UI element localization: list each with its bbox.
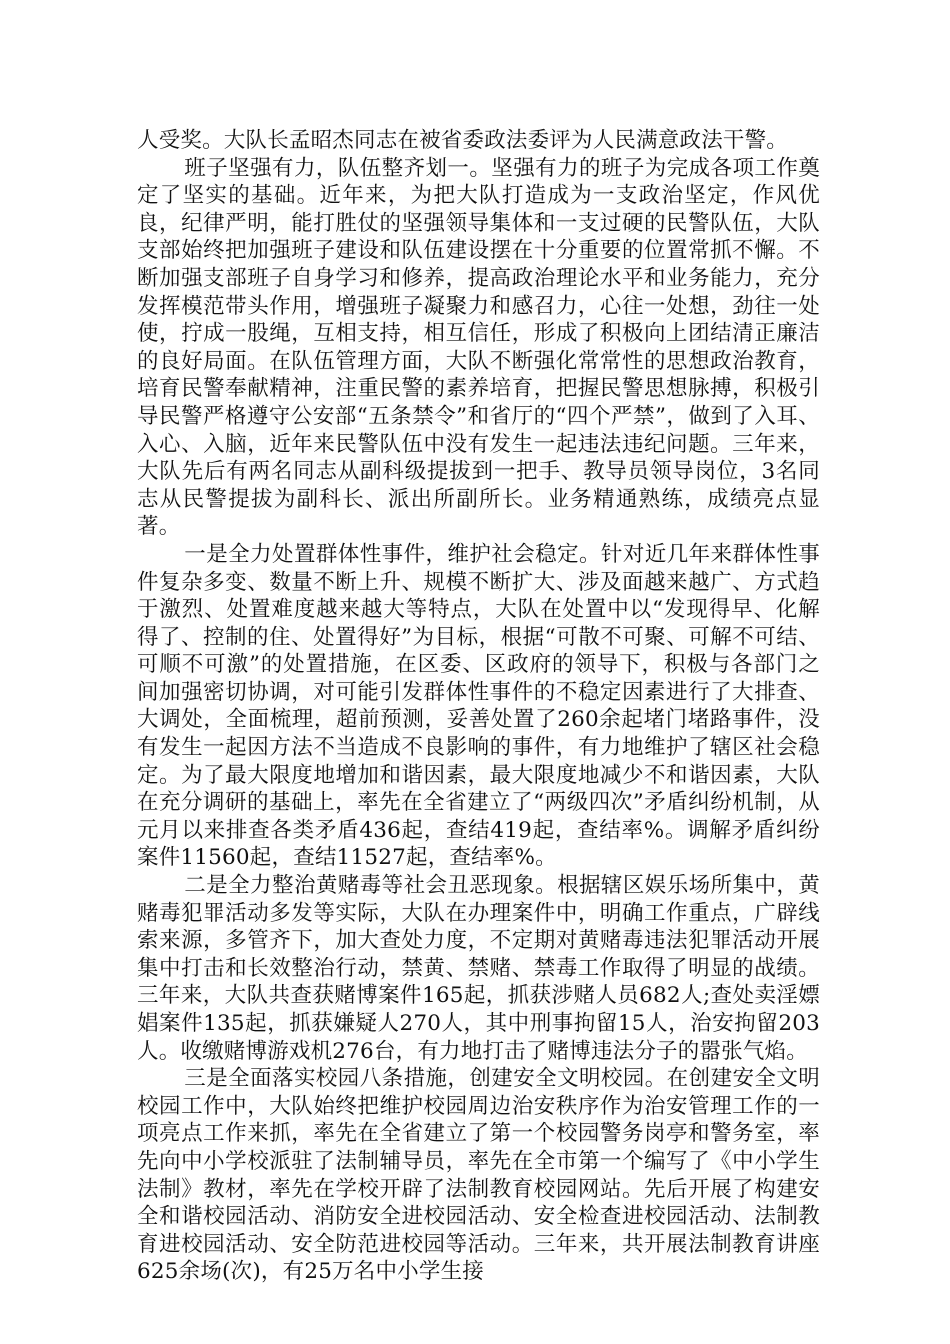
paragraph-vice-crackdown: 二是全力整治黄赌毒等社会丑恶现象。根据辖区娱乐场所集中，黄赌毒犯罪活动多发等实际，大队在办理案件中，明确工作重点，广辟线索来源，多管齐下，加大查处力度，不定期对黄赌毒违法犯罪活动开展集中打击和长效整治行动，禁黄、禁赌、禁毒工作取得了明显的战绩。三年来，大队共查获赌博案件165起，抓获涉赌人员682人;查处卖淫嫖娼案件135起，抓获嫌疑人270人，其中刑事拘留15人，治安拘留203人。收缴赌博游戏机276台，有力地打击了赌博违法分子的嚣张气焰。	[137, 873, 820, 1064]
document-body	[137, 127, 820, 1286]
paragraph-mass-incidents: 一是全力处置群体性事件，维护社会稳定。针对近几年来群体性事件复杂多变、数量不断上升、规模不断扩大、涉及面越来越广、方式趋于激烈、处置难度越来越大等特点，大队在处置中以“发现得早、化解得了、控制的住、处置得好”为目标，根据“可散不可聚、可解不可结、可顺不可激”的处置措施，在区委、区政府的领导下，积极与各部门之间加强密切协调，对可能引发群体性事件的不稳定因素进行了大排查、大调处，全面梳理，超前预测，妥善处置了260余起堵门堵路事件，没有发生一起因方法不当造成不良影响的事件，有力地维护了辖区社会稳定。为了最大限度地增加和谐因素，最大限度地减少不和谐因素，大队在充分调研的基础上，率先在全省建立了“两级四次”矛盾纠纷机制，从元月以来排查各类矛盾436起，查结419起，查结率%。调解矛盾纠纷案件11560起，查结11527起，查结率%。	[137, 541, 820, 871]
paragraph-campus-safety: 三是全面落实校园八条措施，创建安全文明校园。在创建安全文明校园工作中，大队始终把维护校园周边治安秩序作为治安管理工作的一项亮点工作来抓，率先在全省建立了第一个校园警务岗亭和警务室，率先向中小学校派驻了法制辅导员，率先在全市第一个编写了《中小学生法制》教材，率先在学校开辟了法制教育校园网站。先后开展了构建安全和谐校园活动、消防安全进校园活动、安全检查进校园活动、法制教育进校园活动、安全防范进校园等活动。三年来，共开展法制教育讲座625余场(次)，有25万名中小学生接	[137, 1066, 820, 1285]
paragraph-team-building: 班子坚强有力，队伍整齐划一。坚强有力的班子为完成各项工作奠定了坚实的基础。近年来，为把大队打造成为一支政治坚定，作风优良，纪律严明，能打胜仗的坚强领导集体和一支过硬的民警队伍，大队支部始终把加强班子建设和队伍建设摆在十分重要的位置常抓不懈。不断加强支部班子自身学习和修养，提高政治理论水平和业务能力，充分发挥模范带头作用，增强班子凝聚力和感召力，心往一处想，劲往一处使，拧成一股绳，互相支持，相互信任，形成了积极向上团结清正廉洁的良好局面。在队伍管理方面，大队不断强化常常性的思想政治教育，培育民警奉献精神，注重民警的素养培育，把握民警思想脉搏，积极引导民警严格遵守公安部“五条禁令”和省厅的“四个严禁”，做到了入耳、入心、入脑，近年来民警队伍中没有发生一起违法违纪问题。三年来，大队先后有两名同志从副科级提拔到一把手、教导员领导岗位，3名同志从民警提拔为副科长、派出所副所长。业务精通熟练，成绩亮点显著。	[137, 155, 820, 540]
paragraph-continuation: 人受奖。大队长孟昭杰同志在被省委政法委评为人民满意政法干警。	[137, 128, 789, 153]
